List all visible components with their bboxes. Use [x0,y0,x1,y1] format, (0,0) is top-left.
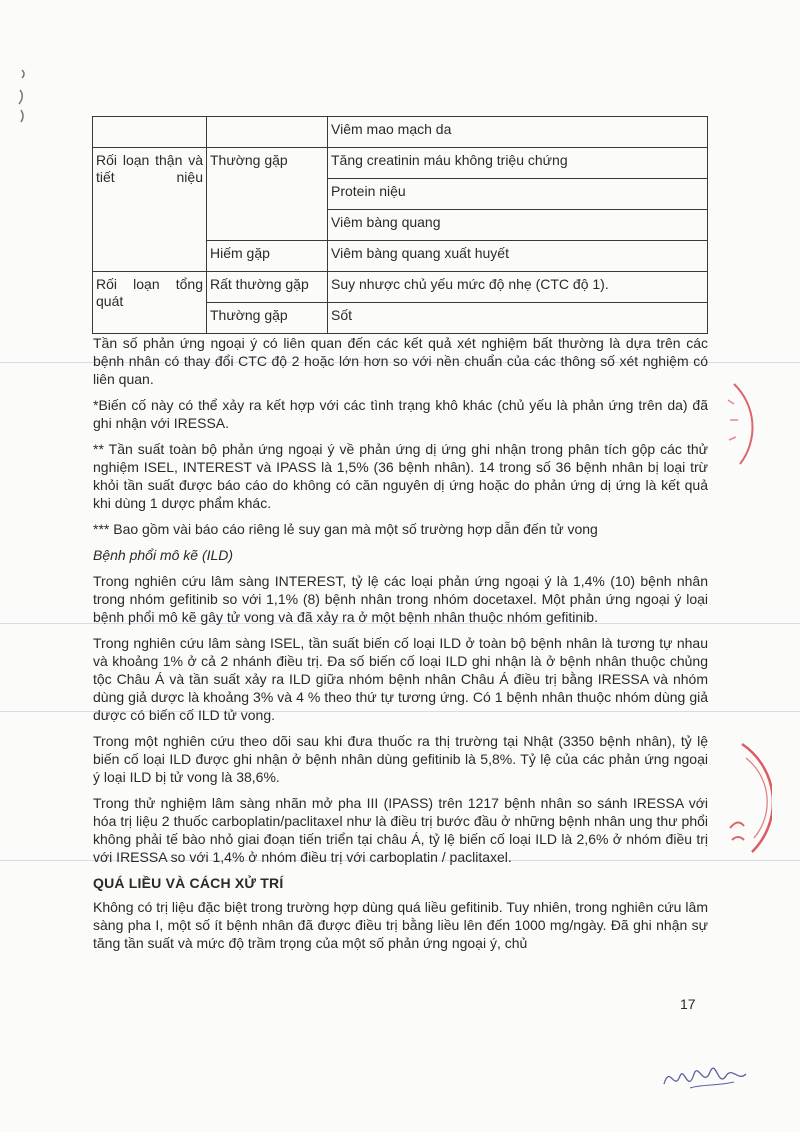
table-cell [207,117,328,148]
paragraph: Không có trị liệu đặc biệt trong trường hợp dùng quá liều gefitinib. Tuy nhiên, trong nghiên cứu lâm sàng pha I, một số ít bệnh nhân đã được điều trị bằng liều lên đến 1000 mg/ngày. Đã ghi nhận sự tăng tần suất và mức độ trầm trọng của một số phản ứng ngoại ý, chủ [93,899,708,951]
page-number: 17 [680,996,696,1012]
system-cell: Rối loạn thận và tiết niệu [93,148,207,272]
paragraph: Trong thử nghiệm lâm sàng nhãn mở pha III (IPASS) trên 1217 bệnh nhân so sánh IRESSA với hóa trị liệu 2 thuốc carboplatin/paclitaxel như là điều trị bước đầu ở những bệnh nhân ung thư phổi không phải tế bào nhỏ giai đoạn tiến triển tại châu Á, tỷ lệ biến cố loại ILD là 2,6% ở nhóm điều trị với IRESSA so với 1,4% ở nhóm điều trị với carboplatin / paclitaxel. [93,795,708,865]
reaction-cell: Viêm bàng quang [328,210,708,241]
paragraph: Trong nghiên cứu lâm sàng ISEL, tần suất biến cố loại ILD ở toàn bộ bệnh nhân là tương tự nhau và khoảng 1% ở cả 2 nhánh điều trị. Đa số biến cố loại ILD ghi nhận là ở bệnh nhân thuộc chủng tộc Châu Á và tần suất xảy ra ILD giữa nhóm bệnh nhân Châu Á điều trị bằng IRESSA và nhóm dùng giả dược là khoảng 3% và 4 % theo thứ tự tương ứng. Có 1 bệnh nhân thuộc nhóm dùng giả dược có biến cố ILD tử vong. [93,635,708,723]
adverse-effects-table [92,116,708,334]
table-row [93,148,708,179]
section-heading: QUÁ LIỀU VÀ CÁCH XỬ TRÍ [93,875,284,891]
reaction-cell: Viêm mao mạch da [328,117,708,148]
footnote: *** Bao gồm vài báo cáo riêng lẻ suy gan mà một số trường hợp dẫn đến tử vong [93,521,598,537]
scan-marks [12,60,42,130]
table-row [93,272,708,303]
paragraph: Tần số phản ứng ngoại ý có liên quan đến các kết quả xét nghiệm bất thường là dựa trên các bệnh nhân có thay đổi CTC độ 2 hoặc lớn hơn so với nền chuẩn của các thông số xét nghiệm có liên quan. [93,335,708,387]
subheading: Bệnh phổi mô kẽ (ILD) [93,547,234,563]
table-row [93,117,708,148]
frequency-cell: Hiếm gặp [207,241,328,272]
stamp-fragment [722,740,772,860]
reaction-cell: Suy nhược chủ yếu mức độ nhẹ (CTC độ 1). [328,272,708,303]
frequency-cell: Rất thường gặp [207,272,328,303]
reaction-cell: Tăng creatinin máu không triệu chứng [328,148,708,179]
paragraph: Trong nghiên cứu lâm sàng INTEREST, tỷ lệ các loại phản ứng ngoại ý là 1,4% (10) bệnh nhân trong nhóm gefitinib so với 1,1% (8) bệnh nhân trong nhóm docetaxel. Một phản ứng ngoại ý loại bệnh phổi mô kẽ gây tử vong và đã xảy ra ở một bệnh nhân thuộc nhóm gefitinib. [93,573,708,625]
frequency-cell: Thường gặp [207,303,328,334]
table-cell [93,117,207,148]
reaction-cell: Protein niệu [328,179,708,210]
reaction-cell: Sốt [328,303,708,334]
system-cell: Rối loạn tổng quát [93,272,207,334]
paragraph: Trong một nghiên cứu theo dõi sau khi đưa thuốc ra thị trường tại Nhật (3350 bệnh nhân), tỷ lệ biến cố loại ILD được ghi nhận ở bệnh nhân dùng gefitinib là 5,8%. Tỷ lệ của các phản ứng ngoại ý loại ILD bị tử vong là 38,6%. [93,733,708,785]
footnote: ** Tần suất toàn bộ phản ứng ngoại ý về phản ứng dị ứng ghi nhận trong phân tích gộp các thử nghiệm ISEL, INTEREST và IPASS là 1,5% (36 bệnh nhân). 14 trong số 36 bệnh nhân bị loại trừ khỏi tần suất được báo cáo do không có căn nguyên dị ứng hoặc do phản ứng dị ứng là kết quả khi dùng 1 dược phẩm khác. [93,441,708,511]
stamp-fragment [726,380,766,470]
footnote: *Biến cố này có thể xảy ra kết hợp với các tình trạng khô khác (chủ yếu là phản ứng trên da) đã ghi nhận với IRESSA. [93,397,708,431]
frequency-cell: Thường gặp [207,148,328,241]
signature [660,1054,750,1104]
reaction-cell: Viêm bàng quang xuất huyết [328,241,708,272]
body-text [93,334,708,960]
